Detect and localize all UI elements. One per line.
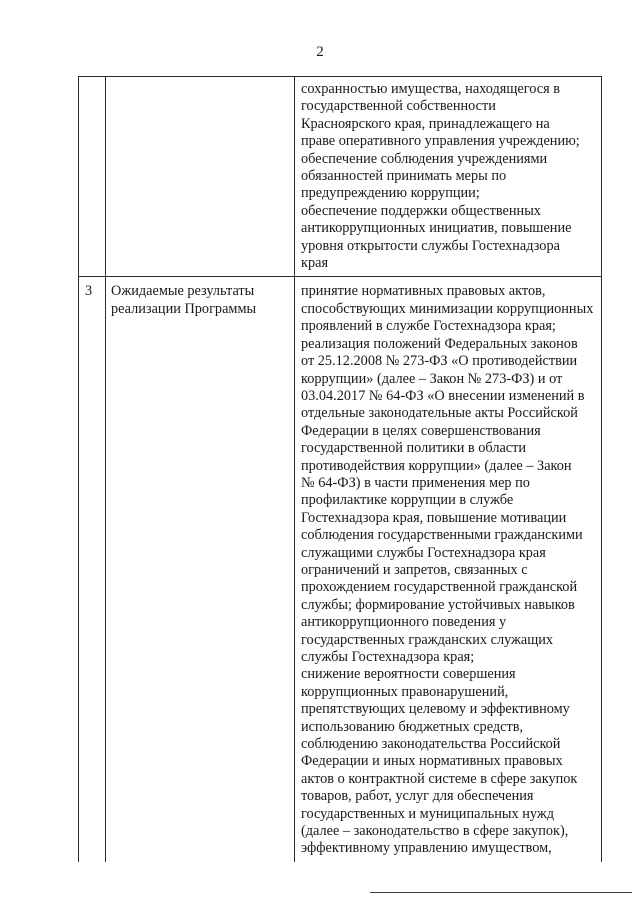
content-line: товаров, работ, услуг для обеспечения — [301, 788, 534, 805]
content-line: препятствующих целевому и эффективному — [301, 701, 570, 718]
content-line: отдельные законодательные акты Российской — [301, 405, 578, 422]
row-label-cell — [106, 77, 295, 277]
content-line: уровня открытости службы Гостехнадзора — [301, 237, 560, 254]
content-line: праве оперативного управления учреждению; — [301, 133, 580, 150]
content-line: антикоррупционных инициатив, повышение — [301, 220, 572, 237]
content-line: реализация положений Федеральных законов — [301, 335, 578, 352]
content-line: 03.04.2017 № 64-ФЗ «О внесении изменений в — [301, 387, 585, 404]
content-line: коррупции» (далее – Закон № 273-ФЗ) и от — [301, 370, 563, 387]
content-line: служащими службы Гостехнадзора края — [301, 544, 546, 561]
row-content-cell — [295, 277, 602, 862]
content-line: обеспечение поддержки общественных — [301, 202, 541, 219]
content-line: службы; формирование устойчивых навыков — [301, 596, 575, 613]
row-number: 3 — [85, 283, 93, 300]
bottom-divider-line — [370, 892, 632, 893]
row-label-cell — [106, 277, 295, 862]
page-number: 2 — [316, 44, 324, 60]
content-line: предупреждению коррупции; — [301, 185, 480, 202]
content-line: прохождением государственной гражданской — [301, 579, 578, 596]
content-line: государственной собственности — [301, 98, 496, 115]
content-line: государственной политики в области — [301, 440, 527, 457]
content-line: соблюдения государственными гражданскими — [301, 527, 583, 544]
table-row — [79, 77, 602, 277]
content-line: (далее – законодательство в сфере закупок), — [301, 823, 569, 840]
content-line: способствующих минимизации коррупционных — [301, 300, 594, 317]
content-line: края — [301, 255, 329, 272]
content-line: ограничений и запретов, связанных с — [301, 561, 528, 578]
program-passport-table — [78, 76, 602, 862]
content-line: использованию бюджетных средств, — [301, 718, 524, 735]
content-line: проявлений в службе Гостехнадзора края; — [301, 318, 556, 335]
content-line: Федерации и иных нормативных правовых — [301, 753, 563, 770]
content-line: профилактике коррупции в службе — [301, 492, 514, 509]
content-line: соблюдению законодательства Российской — [301, 736, 561, 753]
row-label-line: Ожидаемые результаты — [111, 283, 255, 300]
content-line: коррупционных правонарушений, — [301, 683, 509, 700]
content-line: эффективному управлению имуществом, — [301, 840, 552, 857]
content-line: службы Гостехнадзора края; — [301, 649, 475, 665]
content-line: Федерации в целях совершенствования — [301, 422, 541, 439]
content-line: принятие нормативных правовых актов, — [301, 283, 546, 300]
content-line: № 64-ФЗ) в части применения мер по — [301, 474, 530, 491]
content-line: снижение вероятности совершения — [301, 666, 516, 683]
content-line: противодействия коррупции» (далее – Закон — [301, 457, 572, 474]
content-line: Гостехнадзора края, повышение мотивации — [301, 509, 567, 526]
table-row — [79, 277, 602, 862]
content-line: обязанностей принимать меры по — [301, 168, 507, 185]
content-line: от 25.12.2008 № 273-ФЗ «О противодействии — [301, 353, 578, 370]
content-line: обеспечение соблюдения учреждениями — [301, 150, 548, 167]
row-number-cell — [79, 77, 106, 277]
row-number-cell — [79, 277, 106, 862]
content-line: государственных гражданских служащих — [301, 631, 554, 648]
content-line: сохранностью имущества, находящегося в — [301, 81, 560, 97]
row-label-line: реализации Программы — [111, 300, 257, 317]
content-line: актов о контрактной системе в сфере закупок — [301, 770, 578, 787]
content-line: антикоррупционного поведения у — [301, 614, 507, 631]
content-line: Красноярского края, принадлежащего на — [301, 115, 550, 132]
row-content-cell — [295, 77, 602, 277]
content-line: государственных и муниципальных нужд — [301, 805, 554, 822]
